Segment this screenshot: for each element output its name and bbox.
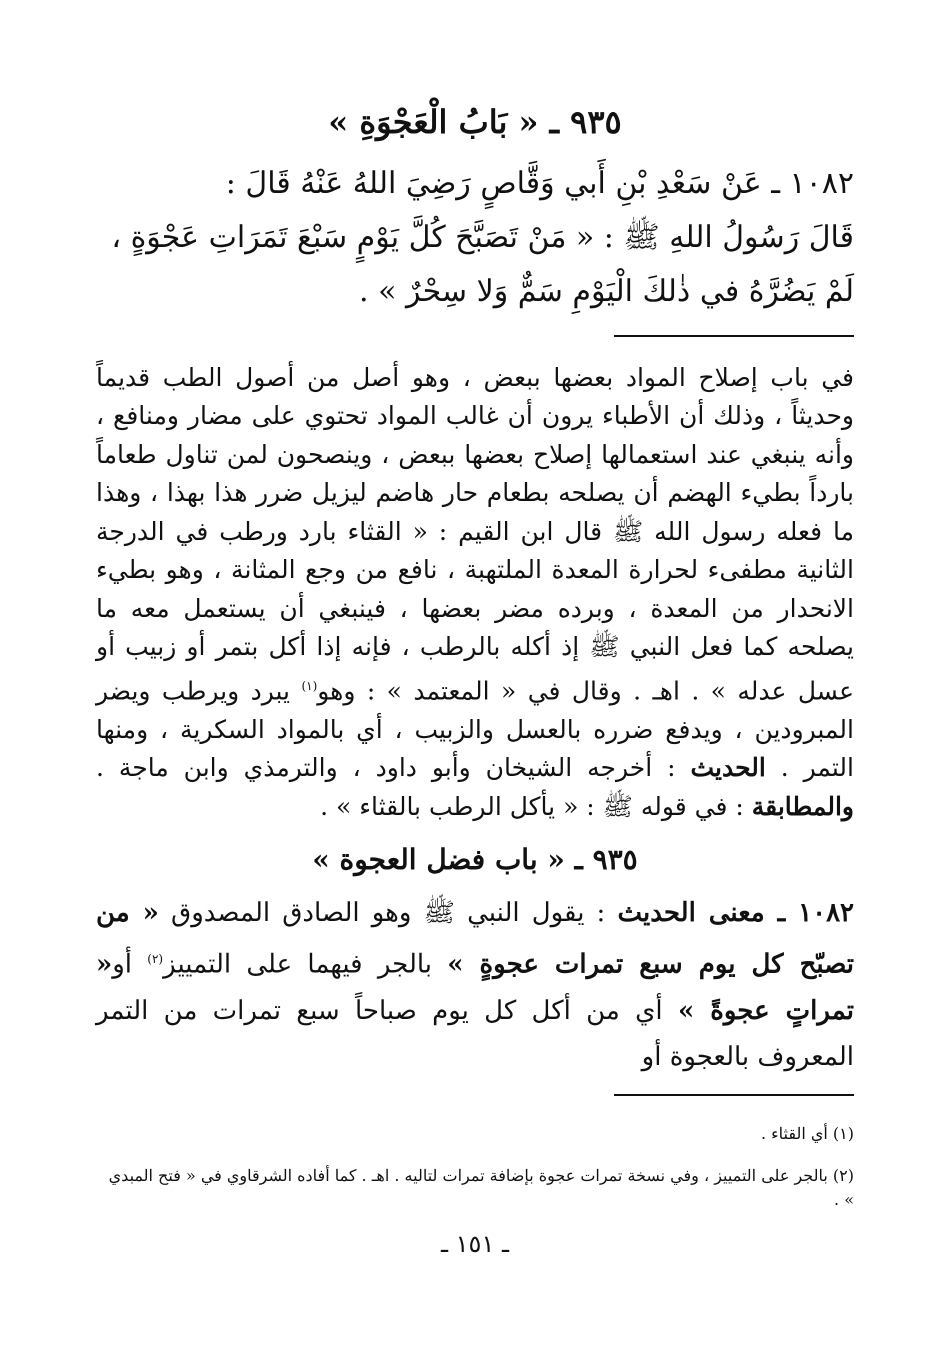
footnotes bbox=[96, 1122, 854, 1212]
footnote-ref-2: (٢) bbox=[147, 952, 164, 967]
footnote-2: (٢) بالجر على التمييز ، وفي نسخة تمرات عجوة بإضافة تمرات لتاليه . اهـ . كما أفاده الشرقاوي في « فتح المبدي » . bbox=[108, 1165, 854, 1209]
meaning-quote-1: « من تصبّح كل يوم سبع تمرات عجوةٍ » bbox=[96, 898, 854, 980]
section-title: ٩٣٥ ـ « باب فضل العجوة » bbox=[312, 843, 638, 877]
meaning-text-3: أو bbox=[112, 949, 148, 980]
commentary-text-1: في باب إصلاح المواد بعضها ببعض ، وهو أصل من أصول الطب قديماً وحديثاً ، وذلك أن الأطباء يرون أن غالب المواد تحتوي على مضار ومنافع ، وأنه ينبغي عند استعمالها إصلاح بعضها ببعض ، وينصحون لمن تناول طعاماً بارداً بطيء الهضم أن يصلحه بطعام حار هاضم ليزيل ضرر هذا بهذا ، وهذا ما فعله رسول الله ﷺ قال ابن القيم : « القثاء بارد ورطب في الدرجة الثانية مطفىء لحرارة المعدة الملتهبة ، نافع من وجع المثانة ، وهو بطيء الانحدار من المعدة ، وبرده مضر بعضها ، فينبغي أن يستعمل معه ما يصلحه كما فعل النبي ﷺ إذ أكله بالرطب ، فإنه إذا أكل بتمر أو زبيب أو عسل عدله » . اهـ . وقال في « المعتمد » : وهو bbox=[96, 362, 854, 706]
page-number: ـ ١٥١ ـ bbox=[440, 1229, 509, 1258]
meaning-label: ١٠٨٢ ـ معنى الحديث bbox=[617, 898, 854, 929]
meaning-text-1: : يقول النبي ﷺ وهو الصادق المصدوق bbox=[158, 898, 618, 929]
separator-line bbox=[614, 335, 854, 337]
commentary-paragraph bbox=[96, 359, 854, 826]
commentary-text-3: : في قوله ﷺ : « يأكل الرطب بالقثاء » . bbox=[320, 791, 752, 821]
meaning-quote-2: « تمراتٍ عجوةً » bbox=[96, 949, 854, 1026]
footnote-1: (١) أي القثاء . bbox=[760, 1123, 854, 1143]
meaning-text-4: أي من أكل كل يوم صباحاً سبع تمرات من التمر المعروف بالعجوة أو bbox=[96, 995, 854, 1072]
hadith-line-3: لَمْ يَضُرَّهُ في ذٰلكَ الْيَوْمِ سَمٌّ وَلا سِحْرٌ » . bbox=[359, 273, 854, 309]
commentary-text-1b: يبرد ويرطب ويضر المبرودين ، ويدفع ضرره بالعسل والزبيب ، أي بالمواد السكرية ، ومنها التمر . bbox=[96, 676, 854, 783]
footnote-ref-1: (١) bbox=[301, 678, 318, 693]
book-page bbox=[96, 100, 854, 1258]
mutabaqa-label: والمطابقة bbox=[751, 791, 854, 821]
hadith-line-1: ١٠٨٢ ـ عَنْ سَعْدِ بْنِ أَبي وَقَّاصٍ رَضِيَ اللهُ عَنْهُ قَالَ : bbox=[225, 165, 854, 201]
meaning-paragraph bbox=[96, 890, 854, 1080]
hadith-label: الحديث bbox=[690, 753, 766, 783]
hadith-text bbox=[96, 157, 854, 319]
footnote-separator bbox=[614, 1094, 854, 1096]
chapter-title: ٩٣٥ ـ « بَابُ الْعَجْوَةِ » bbox=[328, 103, 622, 141]
meaning-of-hadith bbox=[96, 890, 854, 1080]
meaning-text-2: بالجر فيهما على التمييز bbox=[163, 949, 448, 980]
hadith-line-2: قَالَ رَسُولُ اللهِ ﷺ : « مَنْ تَصَبَّحَ كُلَّ يَوْمٍ سَبْعَ تَمَرَاتِ عَجْوَةٍ ، bbox=[111, 219, 854, 255]
commentary bbox=[96, 359, 854, 826]
commentary-text-2: : أخرجه الشيخان وأبو داود ، والترمذي وابن ماجة . bbox=[96, 753, 691, 783]
